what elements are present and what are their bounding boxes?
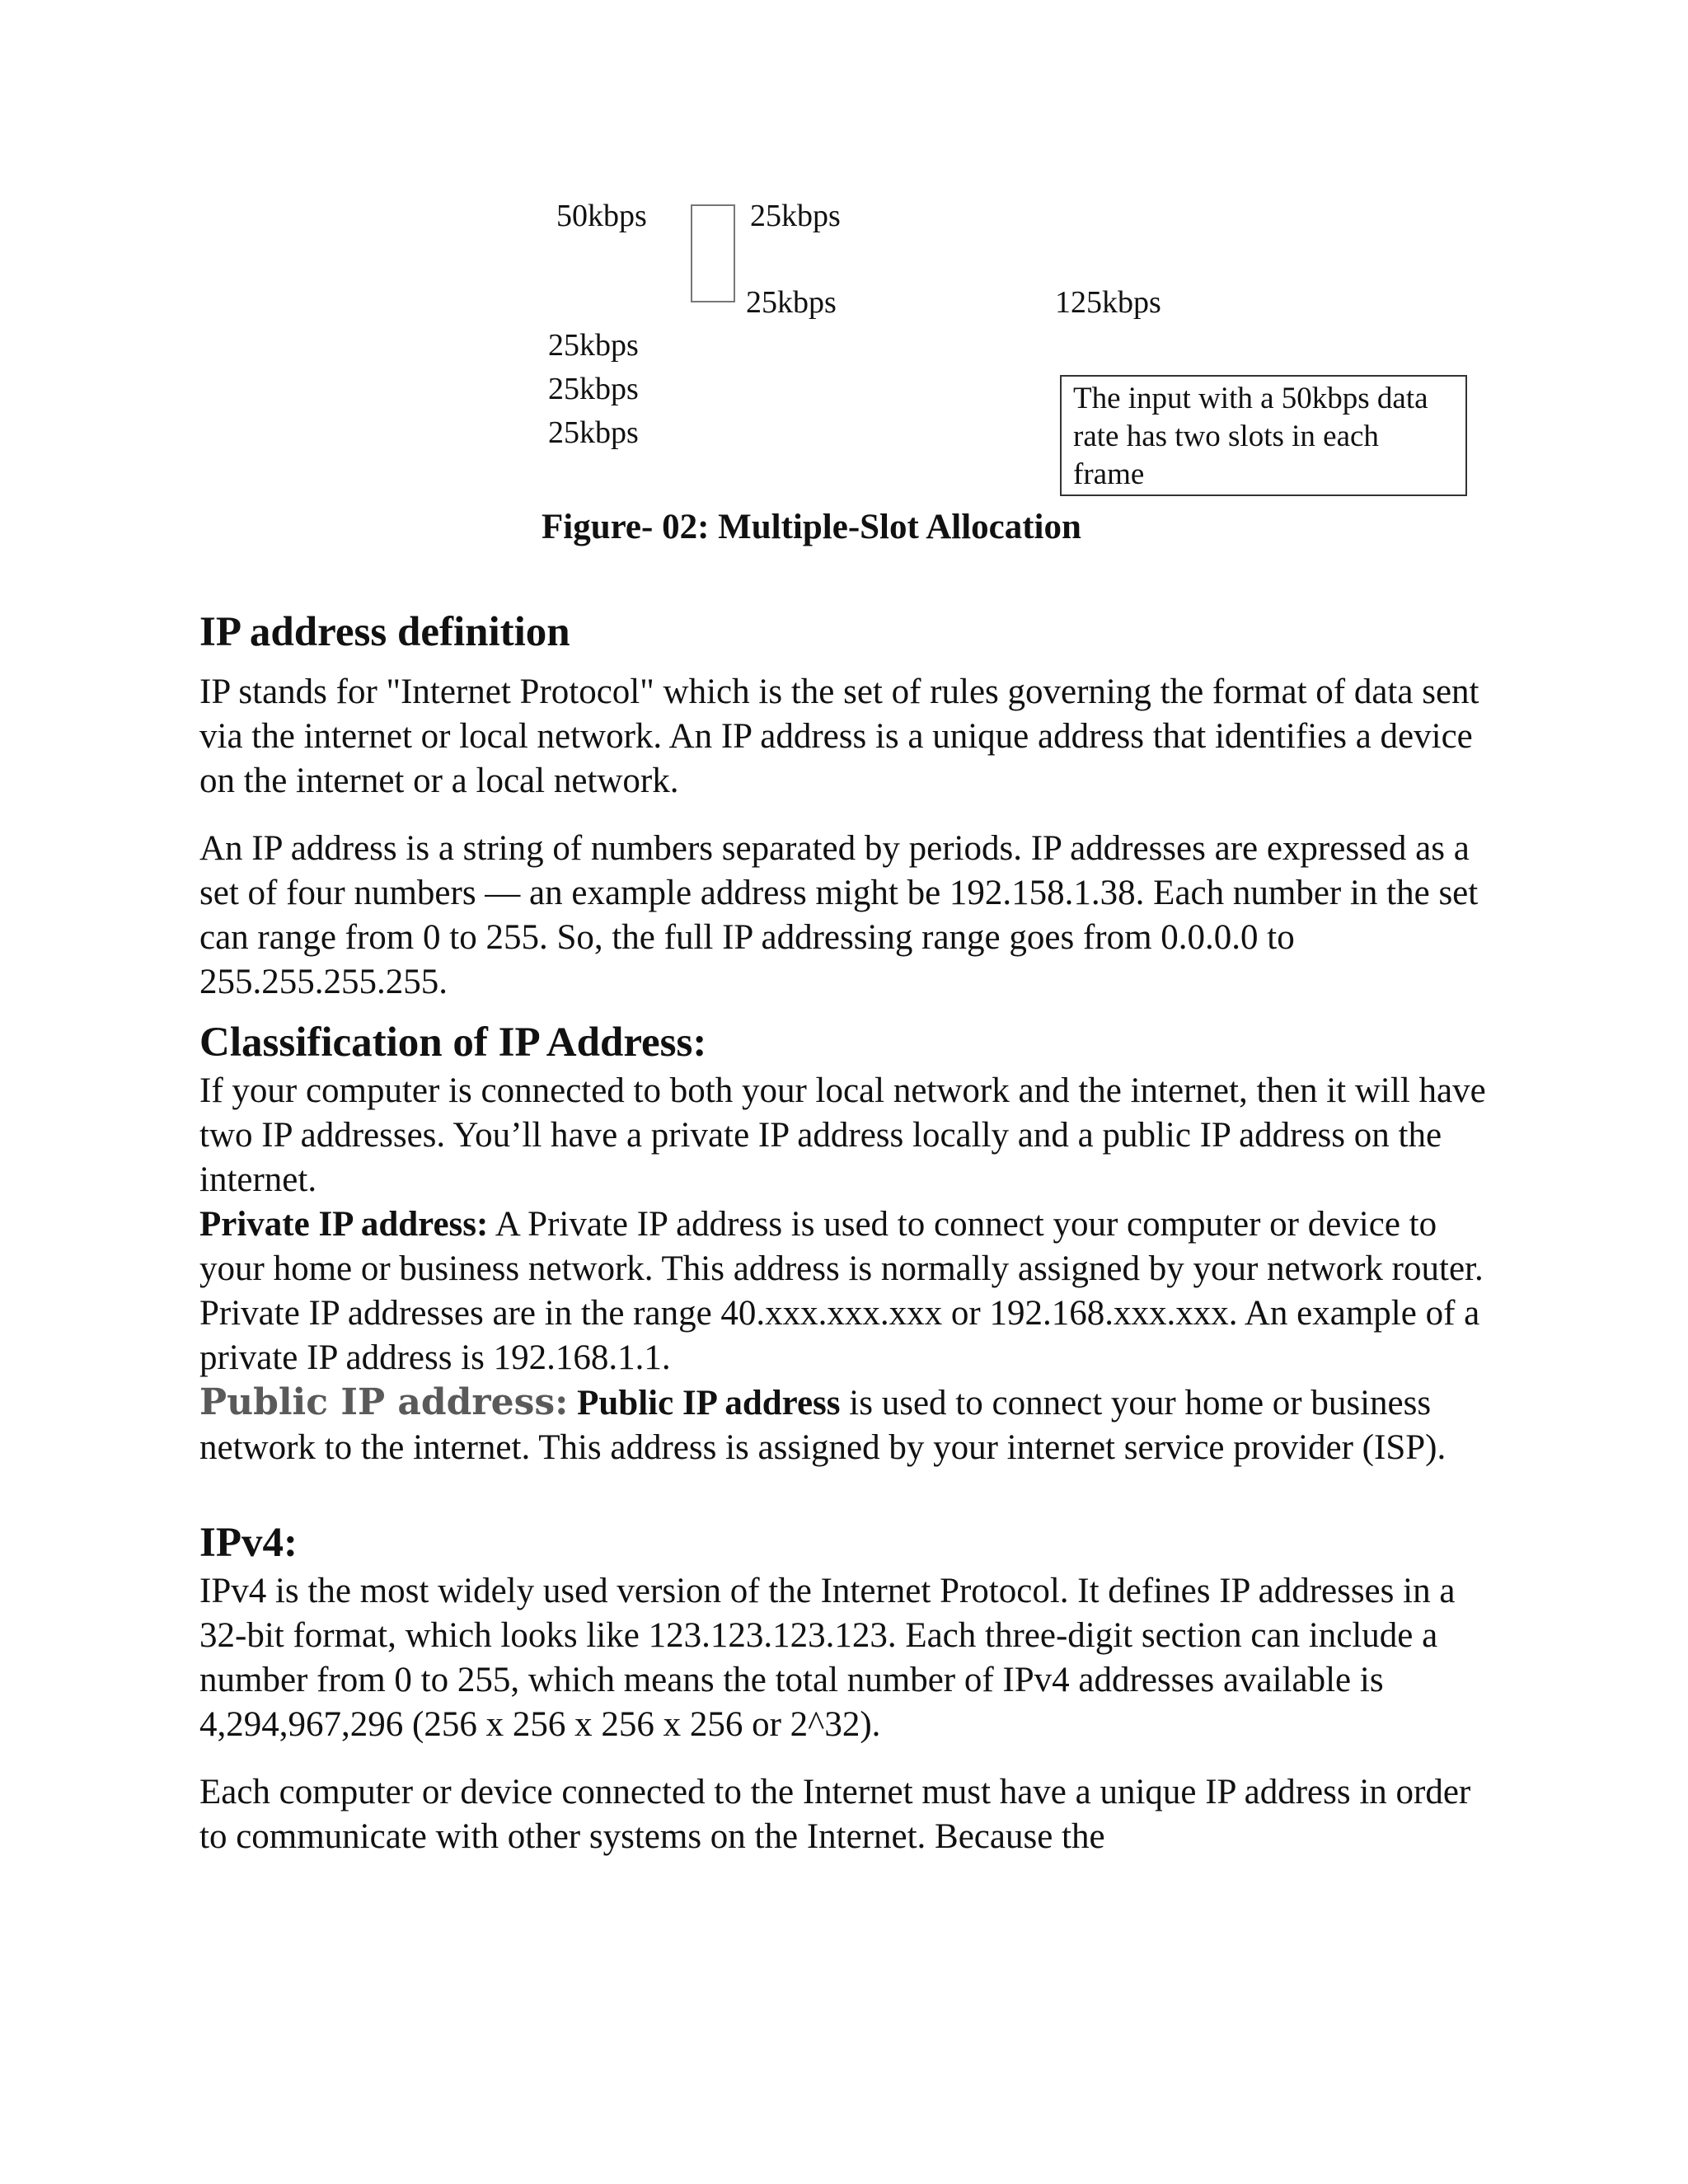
private-ip-label: Private IP address: [199, 1205, 489, 1244]
ip-definition-paragraph-1: IP stands for "Internet Protocol" which is the set of rules governing the format of data sent via the internet or local network. An IP address is a unique address that identifies a device on the internet or a local network. [199, 673, 1479, 800]
input-50kbps-label: 50kbps [556, 199, 647, 233]
figure-caption: Figure- 02: Multiple-Slot Allocation [542, 508, 1081, 546]
output-25kbps-label-top: 25kbps [750, 199, 841, 233]
public-ip-paragraph [199, 1380, 1502, 1470]
ip-definition-paragraph-2: An IP address is a string of numbers separated by periods. IP addresses are expressed as a set of four numbers — an example address might be 192.158.1.38. Each number in the set can range from 0 to 255. So, the full IP addressing range goes from 0.0.0.0 to 255.255.255.255. [199, 829, 1479, 1001]
input-25kbps-label-1: 25kbps [548, 328, 639, 363]
output-25kbps-label-mid: 25kbps [746, 285, 837, 320]
classification-heading: Classification of IP Address: [199, 1019, 707, 1066]
private-ip-range: Private IP addresses are in the range 40.xxx.xxx.xxx or 192.168.xxx.xxx. An example of a private IP address is 192.168.1.1. [199, 1294, 1480, 1377]
private-ip-paragraph [199, 1202, 1502, 1291]
figure-note-box: The input with a 50kbps data rate has two slots in each frame [1060, 375, 1467, 496]
output-125kbps-label: 125kbps [1055, 285, 1161, 320]
private-ip-text: A Private IP address is used to connect your computer or device to your home or business network. This address is normally assigned by your network router. [199, 1205, 1484, 1288]
multiplexer-box [691, 204, 735, 302]
ipv4-paragraph-1: IPv4 is the most widely used version of the Internet Protocol. It defines IP addresses in a 32-bit format, which looks like 123.123.123.123. Each three-digit section can include a number from 0 to 255, which means the total number of IPv4 addresses available is 4,294,967,296 (256 x 256 x 256 x 256 or 2^32). [199, 1572, 1456, 1744]
ip-definition-heading: IP address definition [199, 609, 570, 655]
public-ip-label: Public IP address: [199, 1381, 569, 1423]
public-ip-bold: Public IP address [577, 1384, 841, 1422]
document-body [199, 606, 1502, 1859]
ipv4-heading: IPv4: [199, 1520, 298, 1566]
public-ip-text: is used to connect your home or business network to the internet. This address is assigned by your internet service provider (ISP). [199, 1384, 1447, 1467]
input-25kbps-label-3: 25kbps [548, 415, 639, 450]
classification-intro: If your computer is connected to both your local network and the internet, then it will have two IP addresses. You’ll have a private IP address locally and a public IP address on the internet. [199, 1071, 1486, 1199]
ipv4-paragraph-2: Each computer or device connected to the Internet must have a unique IP address in order to communicate with other systems on the Internet. Because the [199, 1773, 1471, 1856]
input-25kbps-label-2: 25kbps [548, 372, 639, 406]
